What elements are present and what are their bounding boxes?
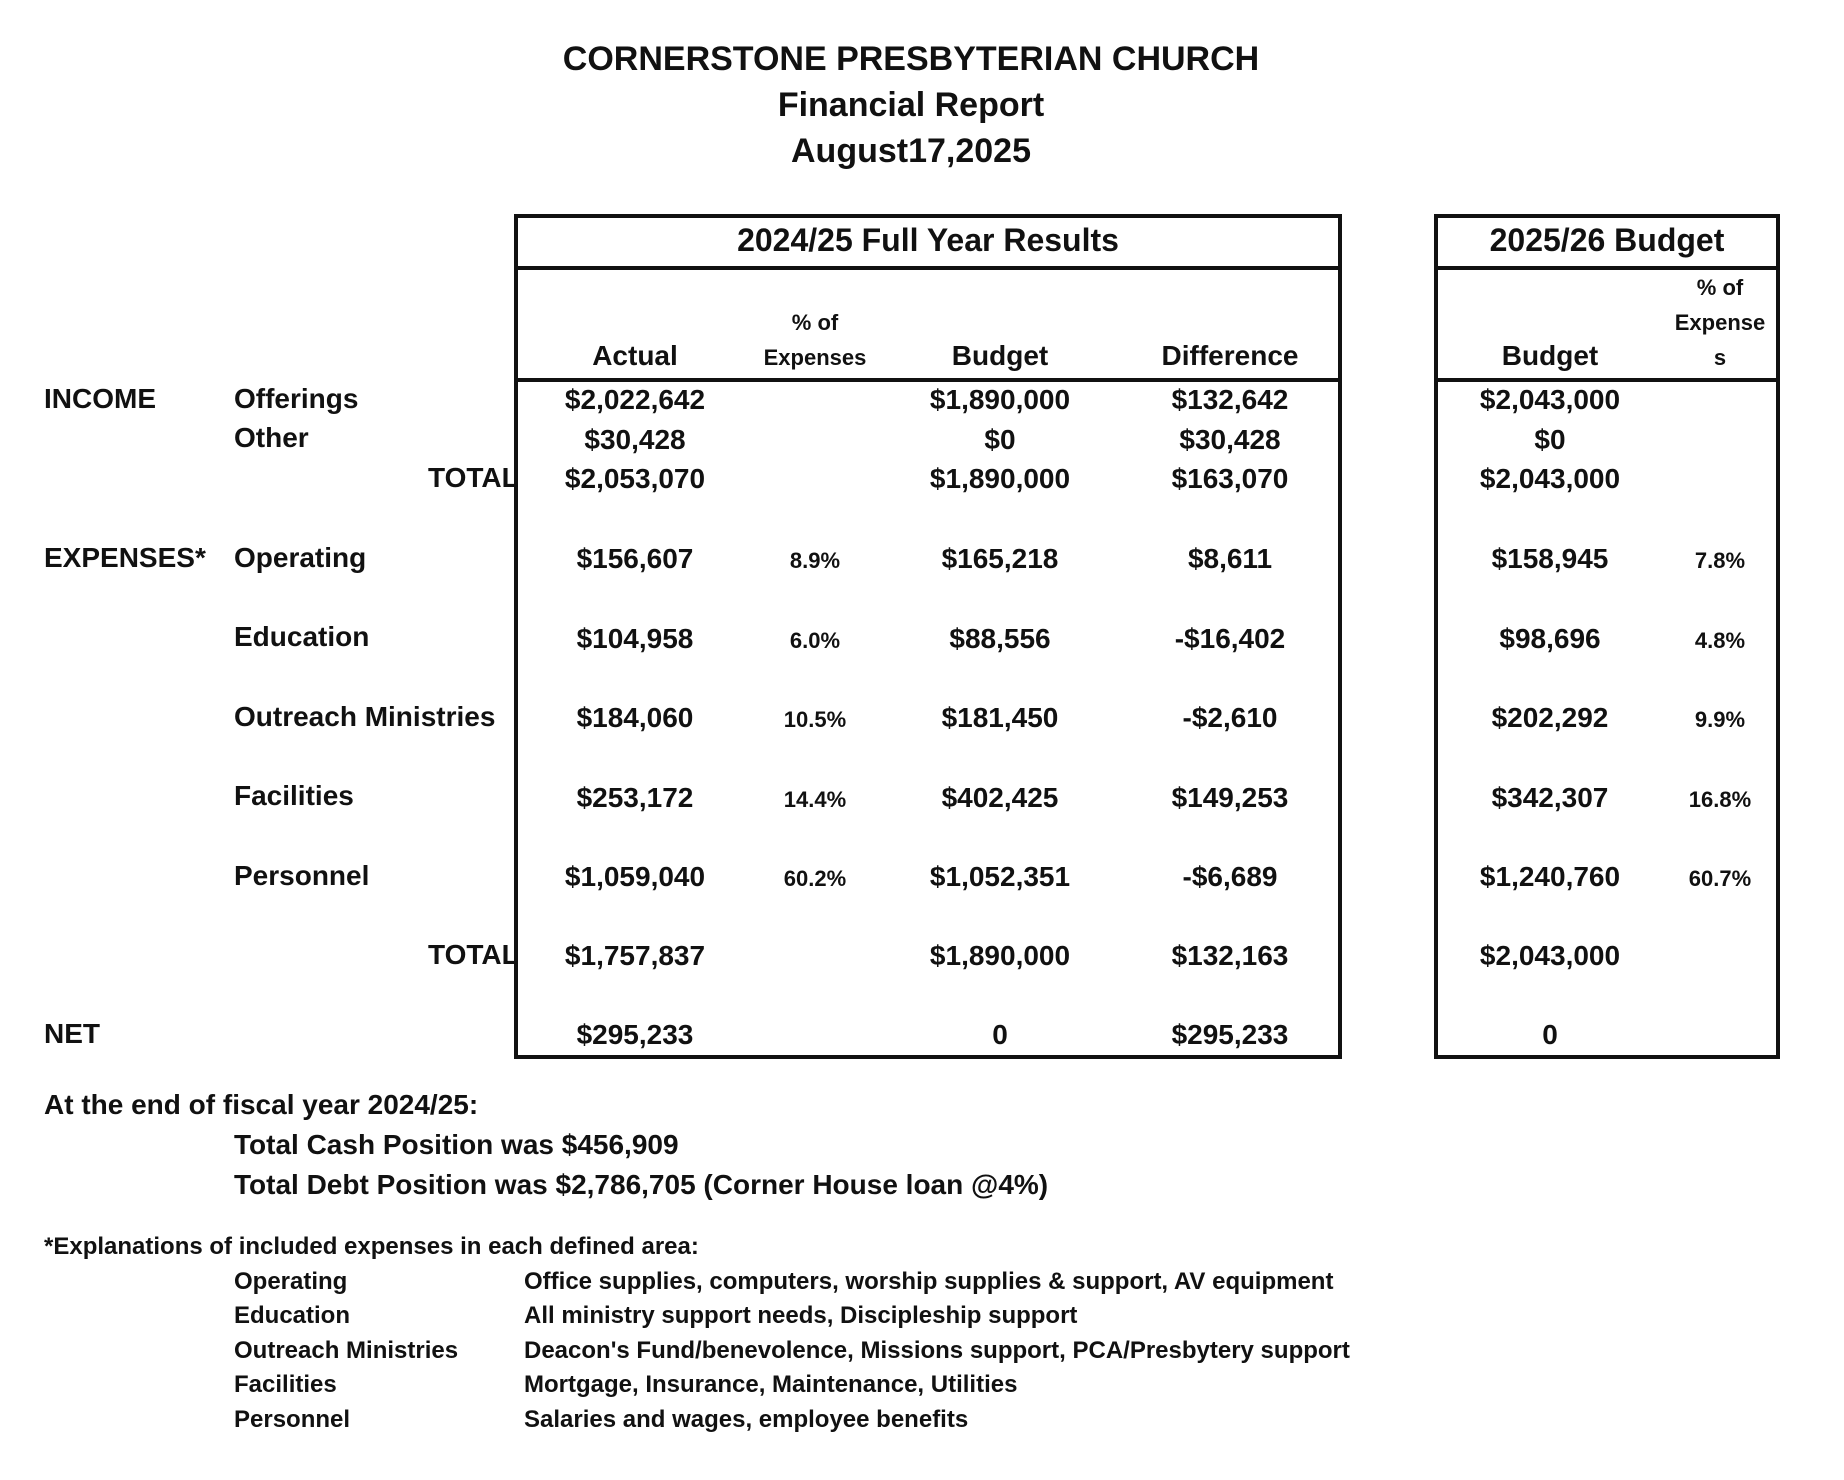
- footnote-desc-outreach: Deacon's Fund/benevolence, Missions support, PCA/Presbytery support: [524, 1337, 1350, 1364]
- row-label-facilities: Facilities: [234, 780, 354, 811]
- results-header-divider: [518, 378, 1338, 382]
- personnel-budget26: $1,240,760: [1479, 861, 1621, 892]
- footnote-heading: *Explanations of included expenses in each defined area:: [44, 1233, 699, 1260]
- education-pct: 6.0%: [789, 628, 841, 653]
- row-label-other: Other: [234, 422, 309, 453]
- row-label-education: Education: [234, 621, 370, 652]
- report-title: Financial Report: [777, 86, 1045, 124]
- other-actual: $30,428: [584, 424, 686, 455]
- education-difference: -$16,402: [1174, 623, 1286, 654]
- other-budget: $0: [984, 424, 1016, 455]
- facilities-difference: $149,253: [1171, 782, 1289, 813]
- outreach-actual: $184,060: [576, 702, 694, 733]
- personnel-pct: 60.2%: [783, 866, 847, 891]
- personnel-pct26: 60.7%: [1688, 866, 1752, 891]
- col-difference: Difference: [1161, 340, 1299, 371]
- offerings-difference: $132,642: [1171, 384, 1289, 415]
- results-title: 2024/25 Full Year Results: [737, 222, 1119, 258]
- facilities-pct26: 16.8%: [1688, 787, 1752, 812]
- footnote-desc-personnel: Salaries and wages, employee benefits: [524, 1406, 969, 1433]
- offerings-actual: $2,022,642: [564, 384, 706, 415]
- education-budget: $88,556: [949, 623, 1051, 654]
- education-pct26: 4.8%: [1694, 628, 1746, 653]
- col-pct-line1: % of: [791, 310, 839, 335]
- row-label-outreach: Outreach Ministries: [234, 701, 496, 732]
- expense-total-budget: $1,890,000: [929, 940, 1071, 971]
- footnote-area-personnel: Personnel: [234, 1406, 351, 1433]
- expense-total-actual: $1,757,837: [564, 940, 706, 971]
- outreach-budget: $181,450: [941, 702, 1059, 733]
- net-actual: $295,233: [576, 1019, 694, 1050]
- footnote-desc-facilities: Mortgage, Insurance, Maintenance, Utilities: [524, 1371, 1018, 1398]
- col-pct26-line3: s: [1713, 345, 1727, 370]
- other-budget26: $0: [1534, 424, 1566, 455]
- org-title: CORNERSTONE PRESBYTERIAN CHURCH: [562, 40, 1260, 78]
- col-budget: Budget: [951, 340, 1049, 371]
- net-budget26: 0: [1542, 1019, 1558, 1050]
- col-actual: Actual: [592, 340, 678, 371]
- budget26-header-divider: [1438, 378, 1776, 382]
- summary-heading: At the end of fiscal year 2024/25:: [44, 1089, 479, 1120]
- facilities-pct: 14.4%: [783, 787, 847, 812]
- col-pct26-line2: Expense: [1674, 310, 1766, 335]
- income-total-difference: $163,070: [1171, 463, 1289, 494]
- offerings-budget: $1,890,000: [929, 384, 1071, 415]
- outreach-pct: 10.5%: [783, 707, 847, 732]
- operating-actual: $156,607: [576, 543, 694, 574]
- outreach-difference: -$2,610: [1182, 702, 1278, 733]
- row-label-offerings: Offerings: [234, 383, 359, 414]
- income-total-budget: $1,890,000: [929, 463, 1071, 494]
- personnel-actual: $1,059,040: [564, 861, 706, 892]
- operating-difference: $8,611: [1187, 543, 1273, 574]
- education-actual: $104,958: [576, 623, 694, 654]
- net-budget: 0: [992, 1019, 1008, 1050]
- footnote-desc-operating: Office supplies, computers, worship supplies & support, AV equipment: [524, 1268, 1334, 1295]
- row-label-income-total: TOTAL: [428, 462, 519, 493]
- expense-total-difference: $132,163: [1171, 940, 1289, 971]
- footnote-area-outreach: Outreach Ministries: [234, 1337, 459, 1364]
- footnote-area-operating: Operating: [234, 1268, 348, 1295]
- personnel-difference: -$6,689: [1182, 861, 1278, 892]
- facilities-budget26: $342,307: [1491, 782, 1609, 813]
- facilities-actual: $253,172: [576, 782, 694, 813]
- col-pct26-line1: % of: [1696, 275, 1744, 300]
- footnote-area-education: Education: [234, 1302, 351, 1329]
- report-date: August17,2025: [791, 132, 1031, 170]
- row-label-expense-total: TOTAL: [428, 939, 519, 970]
- budget26-title: 2025/26 Budget: [1489, 222, 1725, 258]
- row-label-personnel: Personnel: [234, 860, 370, 891]
- other-difference: $30,428: [1179, 424, 1281, 455]
- section-net: NET: [44, 1018, 100, 1049]
- operating-pct: 8.9%: [789, 548, 841, 573]
- summary-cash: Total Cash Position was $456,909: [234, 1129, 679, 1160]
- operating-budget: $165,218: [941, 543, 1059, 574]
- summary-debt: Total Debt Position was $2,786,705 (Corner House loan @4%): [234, 1169, 1049, 1200]
- operating-pct26: 7.8%: [1694, 548, 1746, 573]
- col-pct-line2: Expenses: [763, 345, 867, 370]
- footnote-desc-education: All ministry support needs, Discipleship support: [524, 1302, 1078, 1329]
- facilities-budget: $402,425: [941, 782, 1059, 813]
- education-budget26: $98,696: [1499, 623, 1601, 654]
- row-label-operating: Operating: [234, 542, 367, 573]
- net-difference: $295,233: [1171, 1019, 1289, 1050]
- section-income: INCOME: [44, 383, 156, 414]
- results-title-divider: [518, 266, 1338, 270]
- section-expenses: EXPENSES*: [44, 542, 206, 573]
- outreach-budget26: $202,292: [1491, 702, 1609, 733]
- personnel-budget: $1,052,351: [929, 861, 1071, 892]
- outreach-pct26: 9.9%: [1694, 707, 1746, 732]
- footnote-area-facilities: Facilities: [234, 1371, 337, 1398]
- income-total-budget26: $2,043,000: [1479, 463, 1621, 494]
- col-budget26: Budget: [1501, 340, 1599, 371]
- offerings-budget26: $2,043,000: [1479, 384, 1621, 415]
- income-total-actual: $2,053,070: [564, 463, 706, 494]
- expense-total-budget26: $2,043,000: [1479, 940, 1621, 971]
- operating-budget26: $158,945: [1491, 543, 1609, 574]
